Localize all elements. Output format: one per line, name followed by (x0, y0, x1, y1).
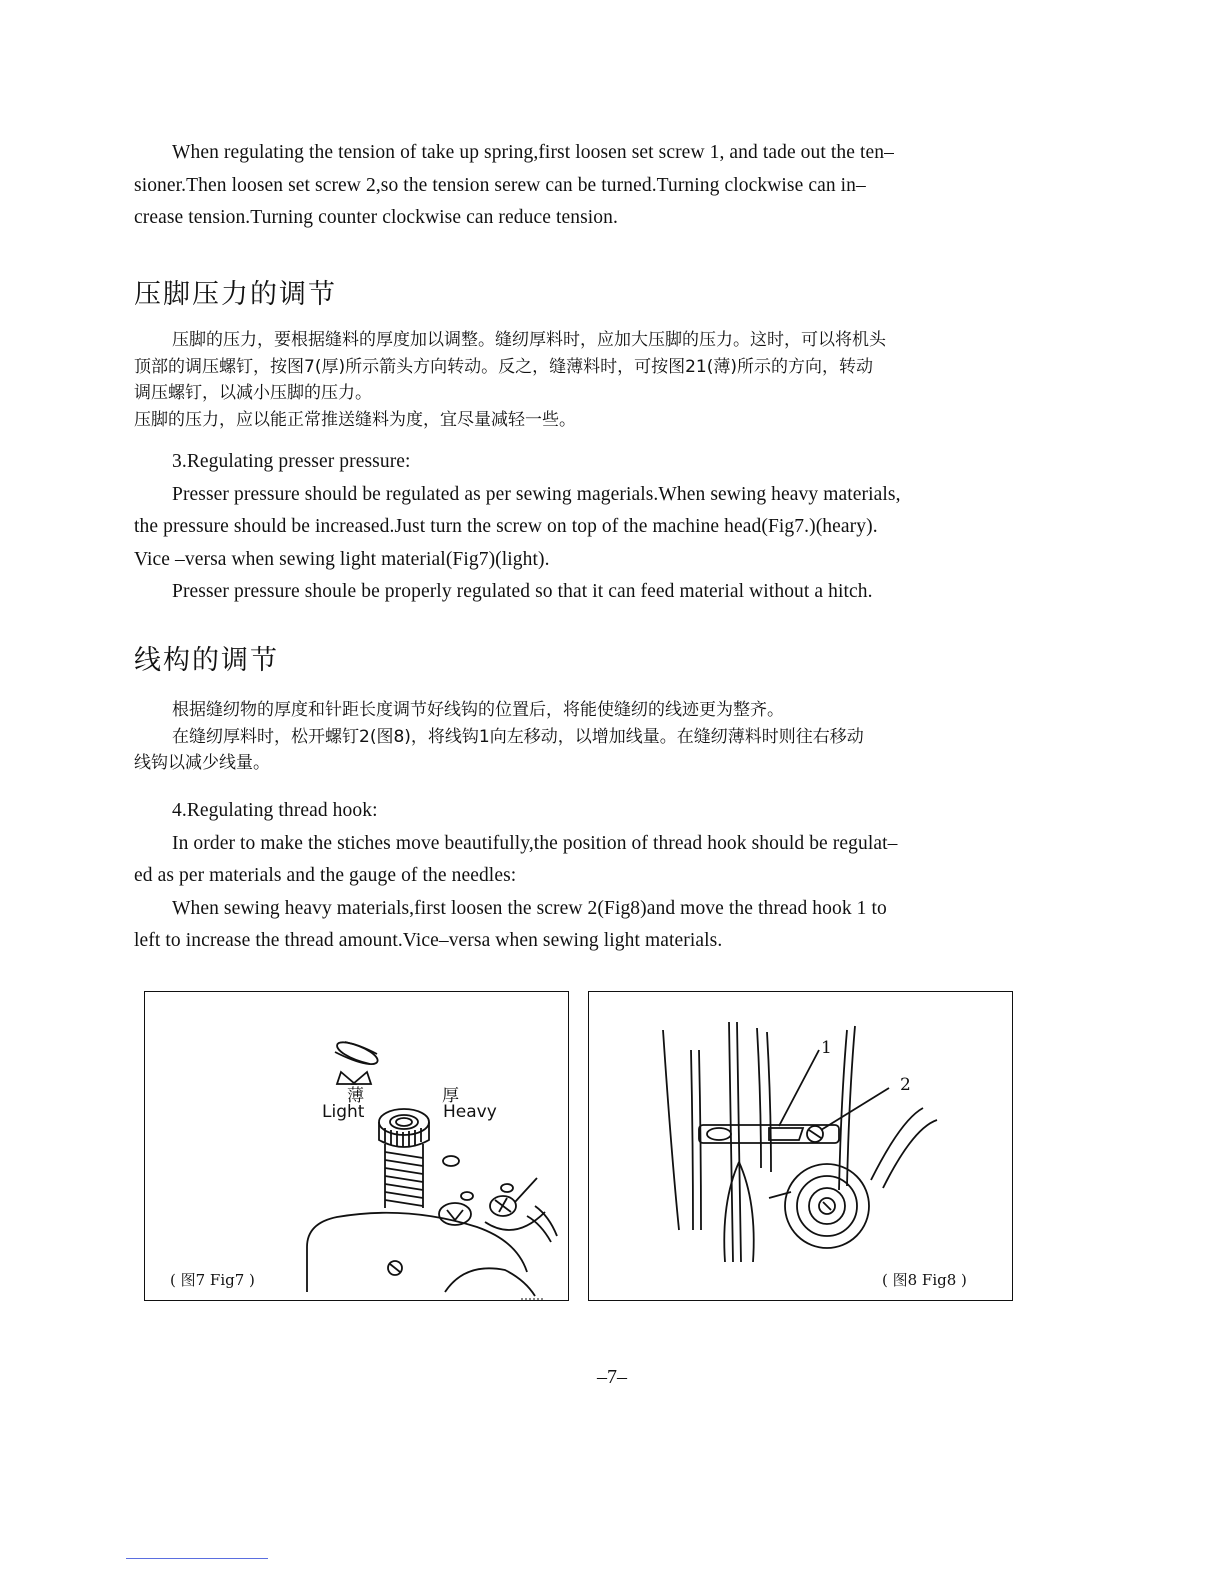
section-heading-presser: 压脚压力的调节 (134, 279, 337, 310)
hook-en-title: 4.Regulating thread hook: (172, 800, 378, 821)
fig7-caption: ( 图7 Fig7 ) (170, 1271, 255, 1289)
bottom-rule (126, 1558, 268, 1559)
intro-line: crease tension.Turning counter clockwise can reduce tension. (134, 207, 618, 228)
intro-line: sioner.Then loosen set screw 2,so the tension serew can be turned.Turning clockwise can in– (134, 174, 866, 196)
presser-zh-line: 压脚的压力，要根据缝料的厚度加以调整。缝纫厚料时，应加大压脚的压力。这时，可以将机头 (172, 330, 886, 350)
hook-zh-paragraph (134, 697, 1034, 777)
fig8-label-2: 2 (900, 1075, 911, 1095)
hook-en-line: left to increase the thread amount.Vice–versa when sewing light materials. (134, 930, 723, 951)
fig7-label-thick: 厚 (442, 1086, 459, 1106)
hook-zh-line: 在缝纫厚料时，松开螺钉2(图8)，将线钩1向左移动，以增加线量。在缝纫薄料时则往右移动 (172, 726, 864, 747)
fig7-label-heavy: Heavy (443, 1102, 497, 1122)
presser-en-line: Presser pressure should be regulated as per sewing magerials.When sewing heavy materials, (172, 483, 901, 505)
presser-en-line: Vice –versa when sewing light material(Fig7)(light). (134, 548, 550, 570)
hook-zh-line: 线钩以减少线量。 (134, 753, 270, 773)
intro-line: When regulating the tension of take up spring,first loosen set screw 1, and tade out the ten– (172, 142, 894, 163)
intro-paragraph (134, 137, 1034, 235)
presser-en-line: the pressure should be increased.Just turn the screw on top of the machine head(Fig7.)(heary). (134, 516, 878, 537)
fig8-caption: ( 图8 Fig8 ) (882, 1271, 967, 1289)
presser-zh-line: 压脚的压力，应以能正常推送缝料为度，宜尽量减轻一些。 (134, 409, 576, 430)
presser-en-line: Presser pressure shoule be properly regulated so that it can feed material without a hitch. (172, 581, 873, 602)
presser-en-title: 3.Regulating presser pressure: (172, 451, 411, 472)
figure-8 (588, 991, 1013, 1301)
fig7-label-thin: 薄 (347, 1086, 364, 1106)
section-heading-hook: 线构的调节 (134, 645, 279, 676)
presser-zh-line: 顶部的调压螺钉，按图7(厚)所示箭头方向转动。反之，缝薄料时，可按图21(薄)所示的方向，转动 (134, 356, 873, 377)
presser-zh-line: 调压螺钉，以减小压脚的压力。 (134, 383, 372, 403)
hook-zh-line: 根据缝纫物的厚度和针距长度调节好线钩的位置后，将能使缝纫的线迹更为整齐。 (172, 700, 784, 720)
hook-en-line: When sewing heavy materials,first loosen the screw 2(Fig8)and move the thread hook 1 to (172, 897, 887, 919)
hook-en-line: In order to make the stiches move beautifully,the position of thread hook should be regulat– (172, 832, 898, 854)
fig8-label-1: 1 (821, 1038, 832, 1058)
page-number: –7– (597, 1366, 627, 1388)
fig7-label-light: Light (322, 1102, 365, 1122)
presser-zh-paragraph (134, 327, 1034, 433)
fig8-thread-hook-illustration (589, 992, 1012, 1300)
fig7-screw-illustration (145, 992, 568, 1300)
figure-7 (144, 991, 569, 1301)
hook-en-line: ed as per materials and the gauge of the needles: (134, 865, 517, 886)
hook-en-paragraph (134, 795, 1034, 958)
presser-en-paragraph (134, 446, 1034, 609)
